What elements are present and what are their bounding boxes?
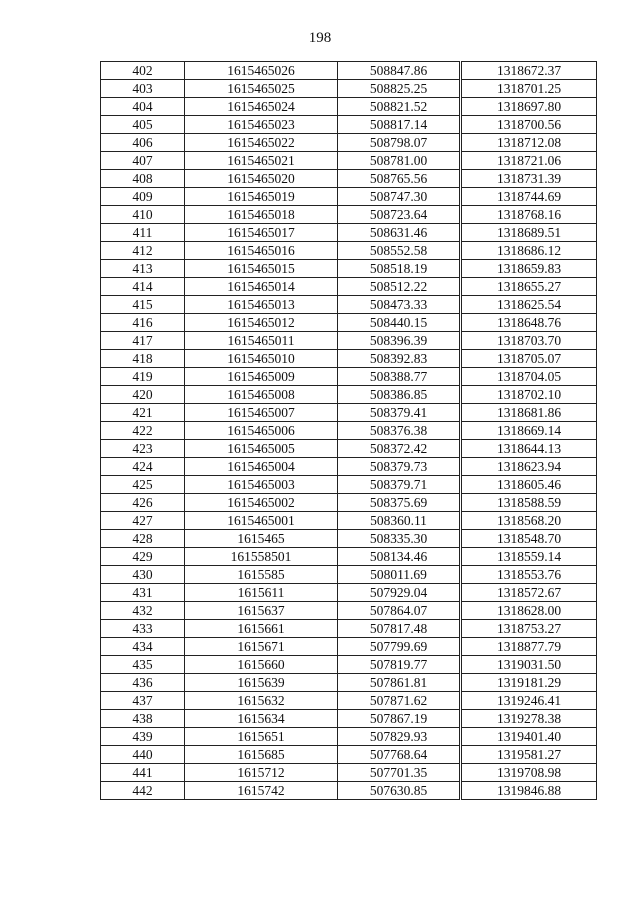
point-id-cell: 1615611 <box>185 584 338 602</box>
point-number-cell: 402 <box>101 62 185 80</box>
x-coordinate-cell: 507929.04 <box>338 584 461 602</box>
point-id-cell: 1615465026 <box>185 62 338 80</box>
x-coordinate-cell: 508335.30 <box>338 530 461 548</box>
point-id-cell: 1615465014 <box>185 278 338 296</box>
table-row <box>101 134 597 152</box>
point-id-cell: 1615742 <box>185 782 338 800</box>
y-coordinate-cell: 1318669.14 <box>461 422 597 440</box>
point-number-cell: 436 <box>101 674 185 692</box>
x-coordinate-cell: 508011.69 <box>338 566 461 584</box>
x-coordinate-cell: 508375.69 <box>338 494 461 512</box>
x-coordinate-cell: 508631.46 <box>338 224 461 242</box>
table-row <box>101 278 597 296</box>
table-row <box>101 368 597 386</box>
x-coordinate-cell: 508440.15 <box>338 314 461 332</box>
point-number-cell: 428 <box>101 530 185 548</box>
table-row <box>101 314 597 332</box>
y-coordinate-cell: 1318702.10 <box>461 386 597 404</box>
y-coordinate-cell: 1318731.39 <box>461 170 597 188</box>
point-id-cell: 1615465010 <box>185 350 338 368</box>
table-row <box>101 710 597 728</box>
point-number-cell: 421 <box>101 404 185 422</box>
y-coordinate-cell: 1318553.76 <box>461 566 597 584</box>
y-coordinate-cell: 1318686.12 <box>461 242 597 260</box>
point-number-cell: 440 <box>101 746 185 764</box>
point-number-cell: 438 <box>101 710 185 728</box>
point-id-cell: 1615465017 <box>185 224 338 242</box>
y-coordinate-cell: 1318753.27 <box>461 620 597 638</box>
point-number-cell: 422 <box>101 422 185 440</box>
y-coordinate-cell: 1318588.59 <box>461 494 597 512</box>
coordinates-table <box>100 61 597 800</box>
x-coordinate-cell: 507861.81 <box>338 674 461 692</box>
point-id-cell: 1615661 <box>185 620 338 638</box>
table-row <box>101 764 597 782</box>
y-coordinate-cell: 1319708.98 <box>461 764 597 782</box>
y-coordinate-cell: 1318568.20 <box>461 512 597 530</box>
point-id-cell: 1615465 <box>185 530 338 548</box>
point-number-cell: 432 <box>101 602 185 620</box>
x-coordinate-cell: 508379.41 <box>338 404 461 422</box>
point-number-cell: 423 <box>101 440 185 458</box>
y-coordinate-cell: 1318703.70 <box>461 332 597 350</box>
y-coordinate-cell: 1318625.54 <box>461 296 597 314</box>
y-coordinate-cell: 1318623.94 <box>461 458 597 476</box>
point-number-cell: 410 <box>101 206 185 224</box>
table-row <box>101 638 597 656</box>
x-coordinate-cell: 508747.30 <box>338 188 461 206</box>
x-coordinate-cell: 508473.33 <box>338 296 461 314</box>
point-number-cell: 406 <box>101 134 185 152</box>
point-id-cell: 1615465025 <box>185 80 338 98</box>
point-id-cell: 1615465008 <box>185 386 338 404</box>
y-coordinate-cell: 1318712.08 <box>461 134 597 152</box>
point-id-cell: 1615465022 <box>185 134 338 152</box>
table-row <box>101 476 597 494</box>
point-id-cell: 1615585 <box>185 566 338 584</box>
point-number-cell: 434 <box>101 638 185 656</box>
point-id-cell: 161558501 <box>185 548 338 566</box>
y-coordinate-cell: 1318705.07 <box>461 350 597 368</box>
table-row <box>101 674 597 692</box>
point-number-cell: 417 <box>101 332 185 350</box>
x-coordinate-cell: 508376.38 <box>338 422 461 440</box>
point-id-cell: 1615632 <box>185 692 338 710</box>
x-coordinate-cell: 508360.11 <box>338 512 461 530</box>
point-id-cell: 1615465005 <box>185 440 338 458</box>
y-coordinate-cell: 1318605.46 <box>461 476 597 494</box>
point-number-cell: 439 <box>101 728 185 746</box>
x-coordinate-cell: 508392.83 <box>338 350 461 368</box>
point-number-cell: 418 <box>101 350 185 368</box>
point-id-cell: 1615671 <box>185 638 338 656</box>
point-number-cell: 412 <box>101 242 185 260</box>
point-id-cell: 1615465013 <box>185 296 338 314</box>
point-id-cell: 1615465004 <box>185 458 338 476</box>
point-id-cell: 1615465024 <box>185 98 338 116</box>
y-coordinate-cell: 1318700.56 <box>461 116 597 134</box>
table-row <box>101 512 597 530</box>
x-coordinate-cell: 508379.73 <box>338 458 461 476</box>
table-row <box>101 152 597 170</box>
y-coordinate-cell: 1318768.16 <box>461 206 597 224</box>
table-row <box>101 206 597 224</box>
point-number-cell: 414 <box>101 278 185 296</box>
y-coordinate-cell: 1319846.88 <box>461 782 597 800</box>
point-id-cell: 1615465001 <box>185 512 338 530</box>
point-id-cell: 1615465006 <box>185 422 338 440</box>
table-row <box>101 242 597 260</box>
table-row <box>101 296 597 314</box>
y-coordinate-cell: 1318689.51 <box>461 224 597 242</box>
table-row <box>101 494 597 512</box>
y-coordinate-cell: 1319278.38 <box>461 710 597 728</box>
point-id-cell: 1615712 <box>185 764 338 782</box>
y-coordinate-cell: 1319031.50 <box>461 656 597 674</box>
table-row <box>101 404 597 422</box>
x-coordinate-cell: 508817.14 <box>338 116 461 134</box>
point-number-cell: 431 <box>101 584 185 602</box>
point-number-cell: 433 <box>101 620 185 638</box>
point-number-cell: 427 <box>101 512 185 530</box>
x-coordinate-cell: 507864.07 <box>338 602 461 620</box>
point-number-cell: 437 <box>101 692 185 710</box>
x-coordinate-cell: 508552.58 <box>338 242 461 260</box>
x-coordinate-cell: 508825.25 <box>338 80 461 98</box>
table-row <box>101 224 597 242</box>
table-row <box>101 350 597 368</box>
point-number-cell: 403 <box>101 80 185 98</box>
point-number-cell: 424 <box>101 458 185 476</box>
y-coordinate-cell: 1318655.27 <box>461 278 597 296</box>
y-coordinate-cell: 1319181.29 <box>461 674 597 692</box>
point-number-cell: 430 <box>101 566 185 584</box>
x-coordinate-cell: 508372.42 <box>338 440 461 458</box>
table-row <box>101 602 597 620</box>
y-coordinate-cell: 1318704.05 <box>461 368 597 386</box>
point-number-cell: 426 <box>101 494 185 512</box>
table-row <box>101 692 597 710</box>
y-coordinate-cell: 1318701.25 <box>461 80 597 98</box>
point-id-cell: 1615465021 <box>185 152 338 170</box>
point-id-cell: 1615465023 <box>185 116 338 134</box>
point-number-cell: 404 <box>101 98 185 116</box>
x-coordinate-cell: 507819.77 <box>338 656 461 674</box>
point-number-cell: 442 <box>101 782 185 800</box>
table-row <box>101 584 597 602</box>
x-coordinate-cell: 508821.52 <box>338 98 461 116</box>
y-coordinate-cell: 1318744.69 <box>461 188 597 206</box>
point-number-cell: 419 <box>101 368 185 386</box>
point-id-cell: 1615660 <box>185 656 338 674</box>
coordinates-table-body <box>101 62 597 800</box>
x-coordinate-cell: 508388.77 <box>338 368 461 386</box>
x-coordinate-cell: 508396.39 <box>338 332 461 350</box>
table-row <box>101 116 597 134</box>
point-number-cell: 420 <box>101 386 185 404</box>
point-number-cell: 425 <box>101 476 185 494</box>
point-number-cell: 435 <box>101 656 185 674</box>
x-coordinate-cell: 507817.48 <box>338 620 461 638</box>
point-number-cell: 408 <box>101 170 185 188</box>
y-coordinate-cell: 1318548.70 <box>461 530 597 548</box>
table-row <box>101 62 597 80</box>
point-number-cell: 413 <box>101 260 185 278</box>
y-coordinate-cell: 1319401.40 <box>461 728 597 746</box>
point-id-cell: 1615465009 <box>185 368 338 386</box>
x-coordinate-cell: 507630.85 <box>338 782 461 800</box>
point-number-cell: 416 <box>101 314 185 332</box>
table-row <box>101 422 597 440</box>
table-row <box>101 656 597 674</box>
y-coordinate-cell: 1318721.06 <box>461 152 597 170</box>
x-coordinate-cell: 508847.86 <box>338 62 461 80</box>
point-number-cell: 429 <box>101 548 185 566</box>
point-id-cell: 1615465012 <box>185 314 338 332</box>
point-id-cell: 1615651 <box>185 728 338 746</box>
point-id-cell: 1615634 <box>185 710 338 728</box>
point-id-cell: 1615639 <box>185 674 338 692</box>
table-row <box>101 98 597 116</box>
table-row <box>101 548 597 566</box>
x-coordinate-cell: 508379.71 <box>338 476 461 494</box>
point-number-cell: 411 <box>101 224 185 242</box>
point-id-cell: 1615637 <box>185 602 338 620</box>
y-coordinate-cell: 1318628.00 <box>461 602 597 620</box>
table-row <box>101 782 597 800</box>
x-coordinate-cell: 507829.93 <box>338 728 461 746</box>
table-row <box>101 386 597 404</box>
point-id-cell: 1615685 <box>185 746 338 764</box>
y-coordinate-cell: 1318659.83 <box>461 260 597 278</box>
point-number-cell: 409 <box>101 188 185 206</box>
point-id-cell: 1615465019 <box>185 188 338 206</box>
x-coordinate-cell: 508518.19 <box>338 260 461 278</box>
point-id-cell: 1615465003 <box>185 476 338 494</box>
table-row <box>101 440 597 458</box>
y-coordinate-cell: 1319246.41 <box>461 692 597 710</box>
x-coordinate-cell: 507871.62 <box>338 692 461 710</box>
point-number-cell: 407 <box>101 152 185 170</box>
table-row <box>101 530 597 548</box>
table-row <box>101 458 597 476</box>
x-coordinate-cell: 507768.64 <box>338 746 461 764</box>
table-row <box>101 332 597 350</box>
x-coordinate-cell: 507799.69 <box>338 638 461 656</box>
table-row <box>101 188 597 206</box>
y-coordinate-cell: 1318681.86 <box>461 404 597 422</box>
table-row <box>101 80 597 98</box>
y-coordinate-cell: 1318644.13 <box>461 440 597 458</box>
point-number-cell: 405 <box>101 116 185 134</box>
x-coordinate-cell: 508765.56 <box>338 170 461 188</box>
y-coordinate-cell: 1318672.37 <box>461 62 597 80</box>
point-id-cell: 1615465007 <box>185 404 338 422</box>
x-coordinate-cell: 508512.22 <box>338 278 461 296</box>
point-id-cell: 1615465015 <box>185 260 338 278</box>
x-coordinate-cell: 508798.07 <box>338 134 461 152</box>
y-coordinate-cell: 1318572.67 <box>461 584 597 602</box>
point-id-cell: 1615465016 <box>185 242 338 260</box>
table-row <box>101 728 597 746</box>
point-id-cell: 1615465020 <box>185 170 338 188</box>
x-coordinate-cell: 508781.00 <box>338 152 461 170</box>
table-row <box>101 620 597 638</box>
table-row <box>101 566 597 584</box>
point-id-cell: 1615465002 <box>185 494 338 512</box>
x-coordinate-cell: 508134.46 <box>338 548 461 566</box>
x-coordinate-cell: 508386.85 <box>338 386 461 404</box>
point-number-cell: 415 <box>101 296 185 314</box>
table-row <box>101 170 597 188</box>
page-number: 198 <box>308 30 332 46</box>
y-coordinate-cell: 1318559.14 <box>461 548 597 566</box>
x-coordinate-cell: 507701.35 <box>338 764 461 782</box>
y-coordinate-cell: 1318697.80 <box>461 98 597 116</box>
y-coordinate-cell: 1319581.27 <box>461 746 597 764</box>
table-row <box>101 260 597 278</box>
y-coordinate-cell: 1318648.76 <box>461 314 597 332</box>
x-coordinate-cell: 507867.19 <box>338 710 461 728</box>
y-coordinate-cell: 1318877.79 <box>461 638 597 656</box>
x-coordinate-cell: 508723.64 <box>338 206 461 224</box>
point-id-cell: 1615465011 <box>185 332 338 350</box>
point-number-cell: 441 <box>101 764 185 782</box>
table-row <box>101 746 597 764</box>
point-id-cell: 1615465018 <box>185 206 338 224</box>
